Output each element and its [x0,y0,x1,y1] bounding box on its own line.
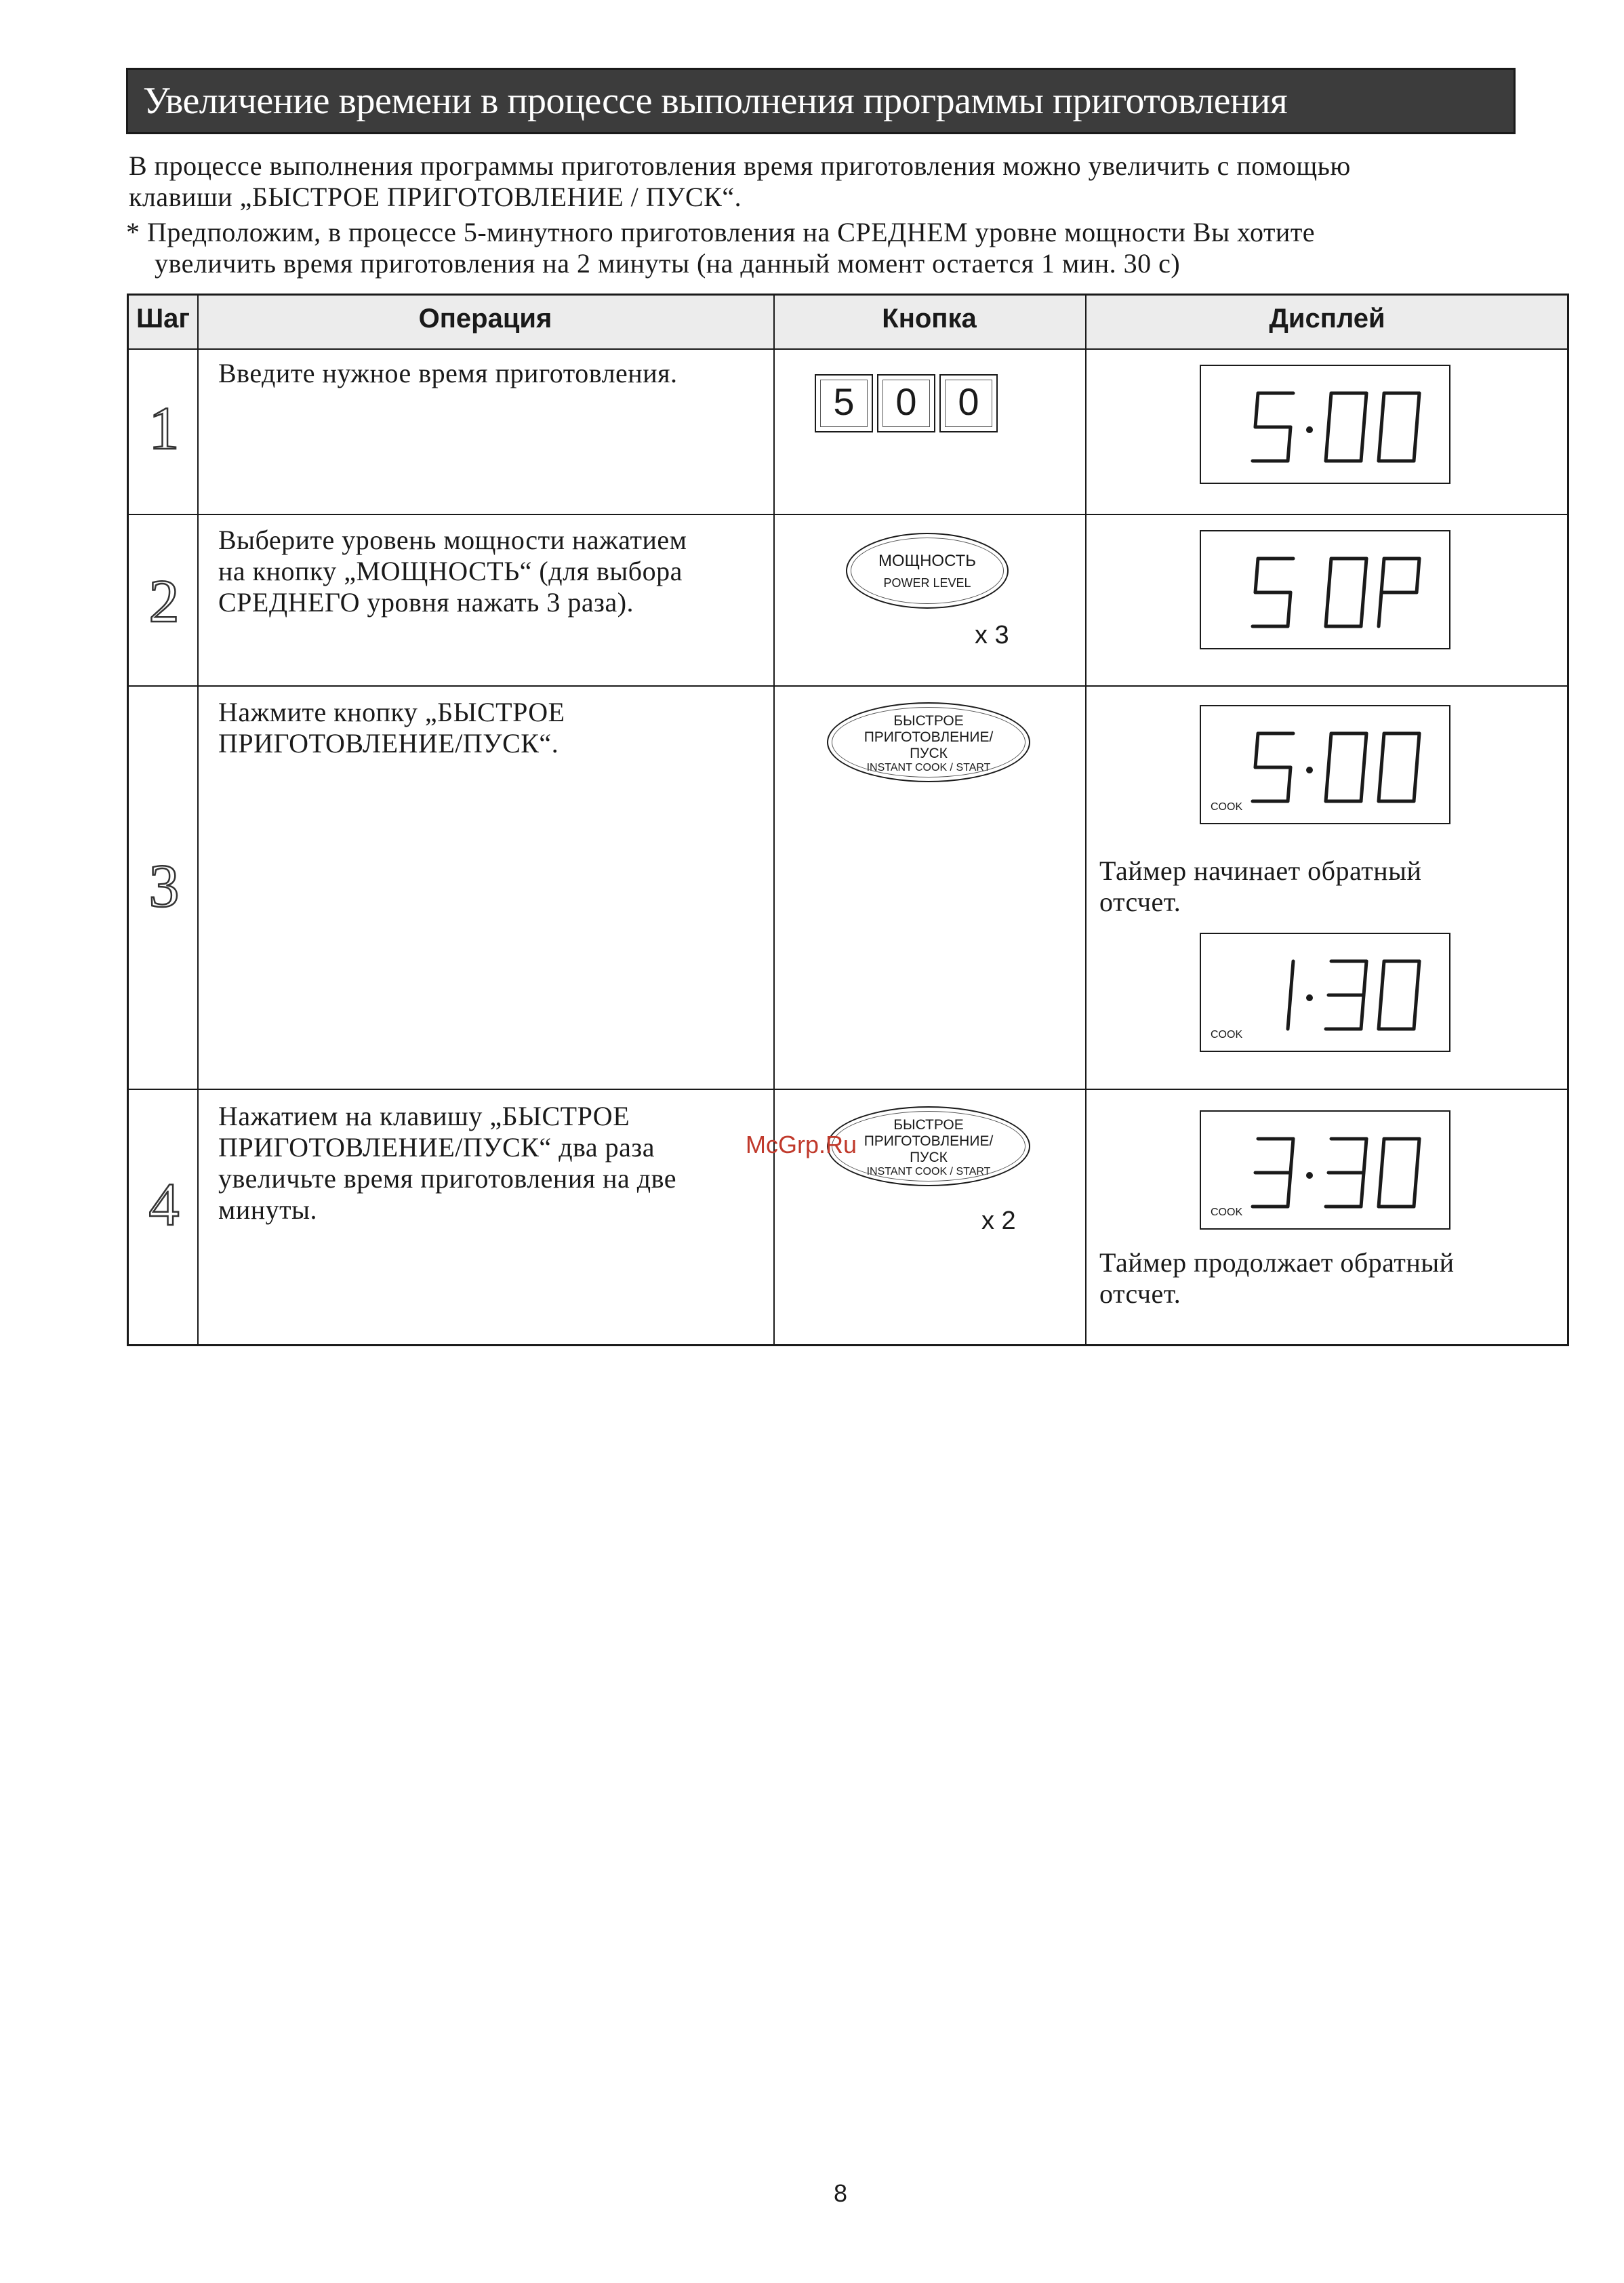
instant-cook-start-button[interactable] [827,702,1030,782]
cook-indicator: COOK [1211,1029,1243,1041]
lcd-display [1200,705,1450,824]
operation-line: СРЕДНЕГО уровня нажать 3 раза). [218,587,634,618]
lcd-display [1200,365,1450,484]
operation-line: Нажатием на клавишу „БЫСТРОЕ [218,1101,630,1131]
display-segment [1328,559,1331,592]
note-line: * Предположим, в процессе 5-минутного приготовления на СРЕДНЕМ уровне мощности Вы хотите [126,217,1316,247]
display-segment [1291,1139,1293,1173]
display-segment [1288,1173,1291,1207]
lcd-display [1200,530,1450,649]
instant-cook-start-button[interactable] [827,1106,1030,1186]
display-segment [1417,733,1419,767]
step-operation [218,1101,760,1226]
digit-key-0[interactable] [939,374,998,432]
row-divider [129,514,1567,515]
display-segment [1361,427,1364,461]
intro-line: клавиши „БЫСТРОЕ ПРИГОТОВЛЕНИЕ / ПУСК“. [129,182,742,212]
button-label-en: INSTANT COOK / START [866,1166,991,1177]
display-segment [1361,995,1364,1029]
lcd-display [1200,933,1450,1052]
display-segment [1288,427,1291,461]
display-segment [1326,427,1328,461]
display-segment [1414,995,1417,1029]
display-segment [1255,393,1258,427]
display-segment [1381,1139,1384,1173]
step-number: 4 [148,1171,180,1238]
display-segment [1414,767,1417,801]
display-note [1099,1247,1533,1310]
intro-line: В процессе выполнения программы приготовления время приготовления можно увеличить с помощью [129,150,1351,181]
intro-paragraph [129,150,1552,213]
steps-table [127,294,1569,1346]
note-line: Таймер начинает обратный [1099,855,1422,886]
operation-line: Нажмите кнопку „БЫСТРОЕ [218,697,565,727]
operation-line: минуты. [218,1194,317,1225]
display-segment [1379,995,1381,1029]
display-segment [1379,1173,1381,1207]
display-segment [1381,961,1384,995]
display-segment [1288,995,1291,1029]
column-divider [773,296,775,1344]
button-label: БЫСТРОЕ [893,1117,964,1133]
cook-indicator: COOK [1211,1207,1243,1218]
key-label: 0 [895,380,917,423]
display-segment [1379,767,1381,801]
button-label-en: INSTANT COOK / START [866,762,991,773]
cook-indicator: COOK [1211,801,1243,813]
display-segment [1379,592,1381,626]
display-colon-dot [1306,767,1313,773]
display-segment [1364,1139,1366,1173]
display-colon-dot [1306,426,1313,433]
operation-line: Выберите уровень мощности нажатием [218,525,687,555]
button-label: ПУСК [910,746,948,761]
display-segment [1417,393,1419,427]
note-line: отсчет. [1099,1278,1181,1309]
operation-line: Введите нужное время приготовления. [218,358,678,388]
display-segment [1255,559,1258,592]
display-segment [1364,393,1366,427]
watermark: McGrp.Ru [746,1131,857,1158]
display-segment [1288,592,1291,626]
display-segment [1414,427,1417,461]
row-divider [129,685,1567,687]
header-button: Кнопка [882,304,977,334]
operation-line: ПРИГОТОВЛЕНИЕ/ПУСК“ два раза [218,1132,655,1163]
display-segment [1381,559,1384,592]
button-label: ПУСК [910,1150,948,1165]
button-label: ПРИГОТОВЛЕНИЕ/ [864,729,994,745]
example-note [126,217,1549,279]
button-label: БЫСТРОЕ [893,713,964,729]
display-segment [1417,1139,1419,1173]
note-line: Таймер продолжает обратный [1099,1247,1455,1278]
key-label: 5 [833,380,855,423]
display-segment [1361,592,1364,626]
press-multiplier: x 2 [981,1207,1016,1235]
display-segment [1414,1173,1417,1207]
display-segment [1328,733,1331,767]
key-label: 0 [958,380,979,423]
header-operation: Операция [418,304,552,334]
display-segment [1328,393,1331,427]
display-colon-dot [1306,994,1313,1001]
display-segment [1288,767,1291,801]
display-segment [1291,961,1293,995]
display-segment [1361,767,1364,801]
section-title-bar [126,68,1516,134]
display-note [1099,855,1533,918]
header-display: Дисплей [1269,304,1385,334]
display-segment [1326,592,1328,626]
button-label: МОЩНОСТЬ [878,552,977,570]
step-operation [218,358,760,389]
lcd-display [1200,1110,1450,1230]
operation-line: на кнопку „МОЩНОСТЬ“ (для выбора [218,556,683,586]
header-step: Шаг [136,304,190,334]
press-multiplier: x 3 [975,621,1009,649]
display-segment [1364,559,1366,592]
section-title: Увеличение времени в процессе выполнения программы приготовления [143,80,1288,122]
display-segment [1364,961,1366,995]
step-number: 2 [148,568,180,635]
display-segment [1255,733,1258,767]
operation-line: увеличьте время приготовления на две [218,1163,677,1194]
operation-line: ПРИГОТОВЛЕНИЕ/ПУСК“. [218,728,559,759]
power-level-button[interactable] [846,533,1009,609]
column-divider [1085,296,1087,1344]
display-segment [1417,961,1419,995]
display-segment [1379,427,1381,461]
display-segment [1326,767,1328,801]
display-segment [1417,559,1419,592]
step-operation [218,525,760,618]
step-number: 1 [148,395,180,462]
display-colon-dot [1306,1172,1313,1179]
display-segment [1381,393,1384,427]
display-segment [1364,733,1366,767]
row-divider [129,1089,1567,1090]
row-divider [129,348,1567,350]
button-label-en: POWER LEVEL [883,576,971,590]
digit-key-0[interactable] [877,374,935,432]
digit-key-5[interactable] [815,374,873,432]
step-number: 3 [148,853,180,920]
note-line: увеличить время приготовления на 2 минуты (на данный момент остается 1 мин. 30 с) [155,248,1181,279]
step-operation [218,697,760,759]
display-segment [1361,1173,1364,1207]
button-label: ПРИГОТОВЛЕНИЕ/ [864,1133,994,1149]
note-line: отсчет. [1099,887,1181,917]
display-segment [1381,733,1384,767]
page-number: 8 [834,2179,848,2207]
